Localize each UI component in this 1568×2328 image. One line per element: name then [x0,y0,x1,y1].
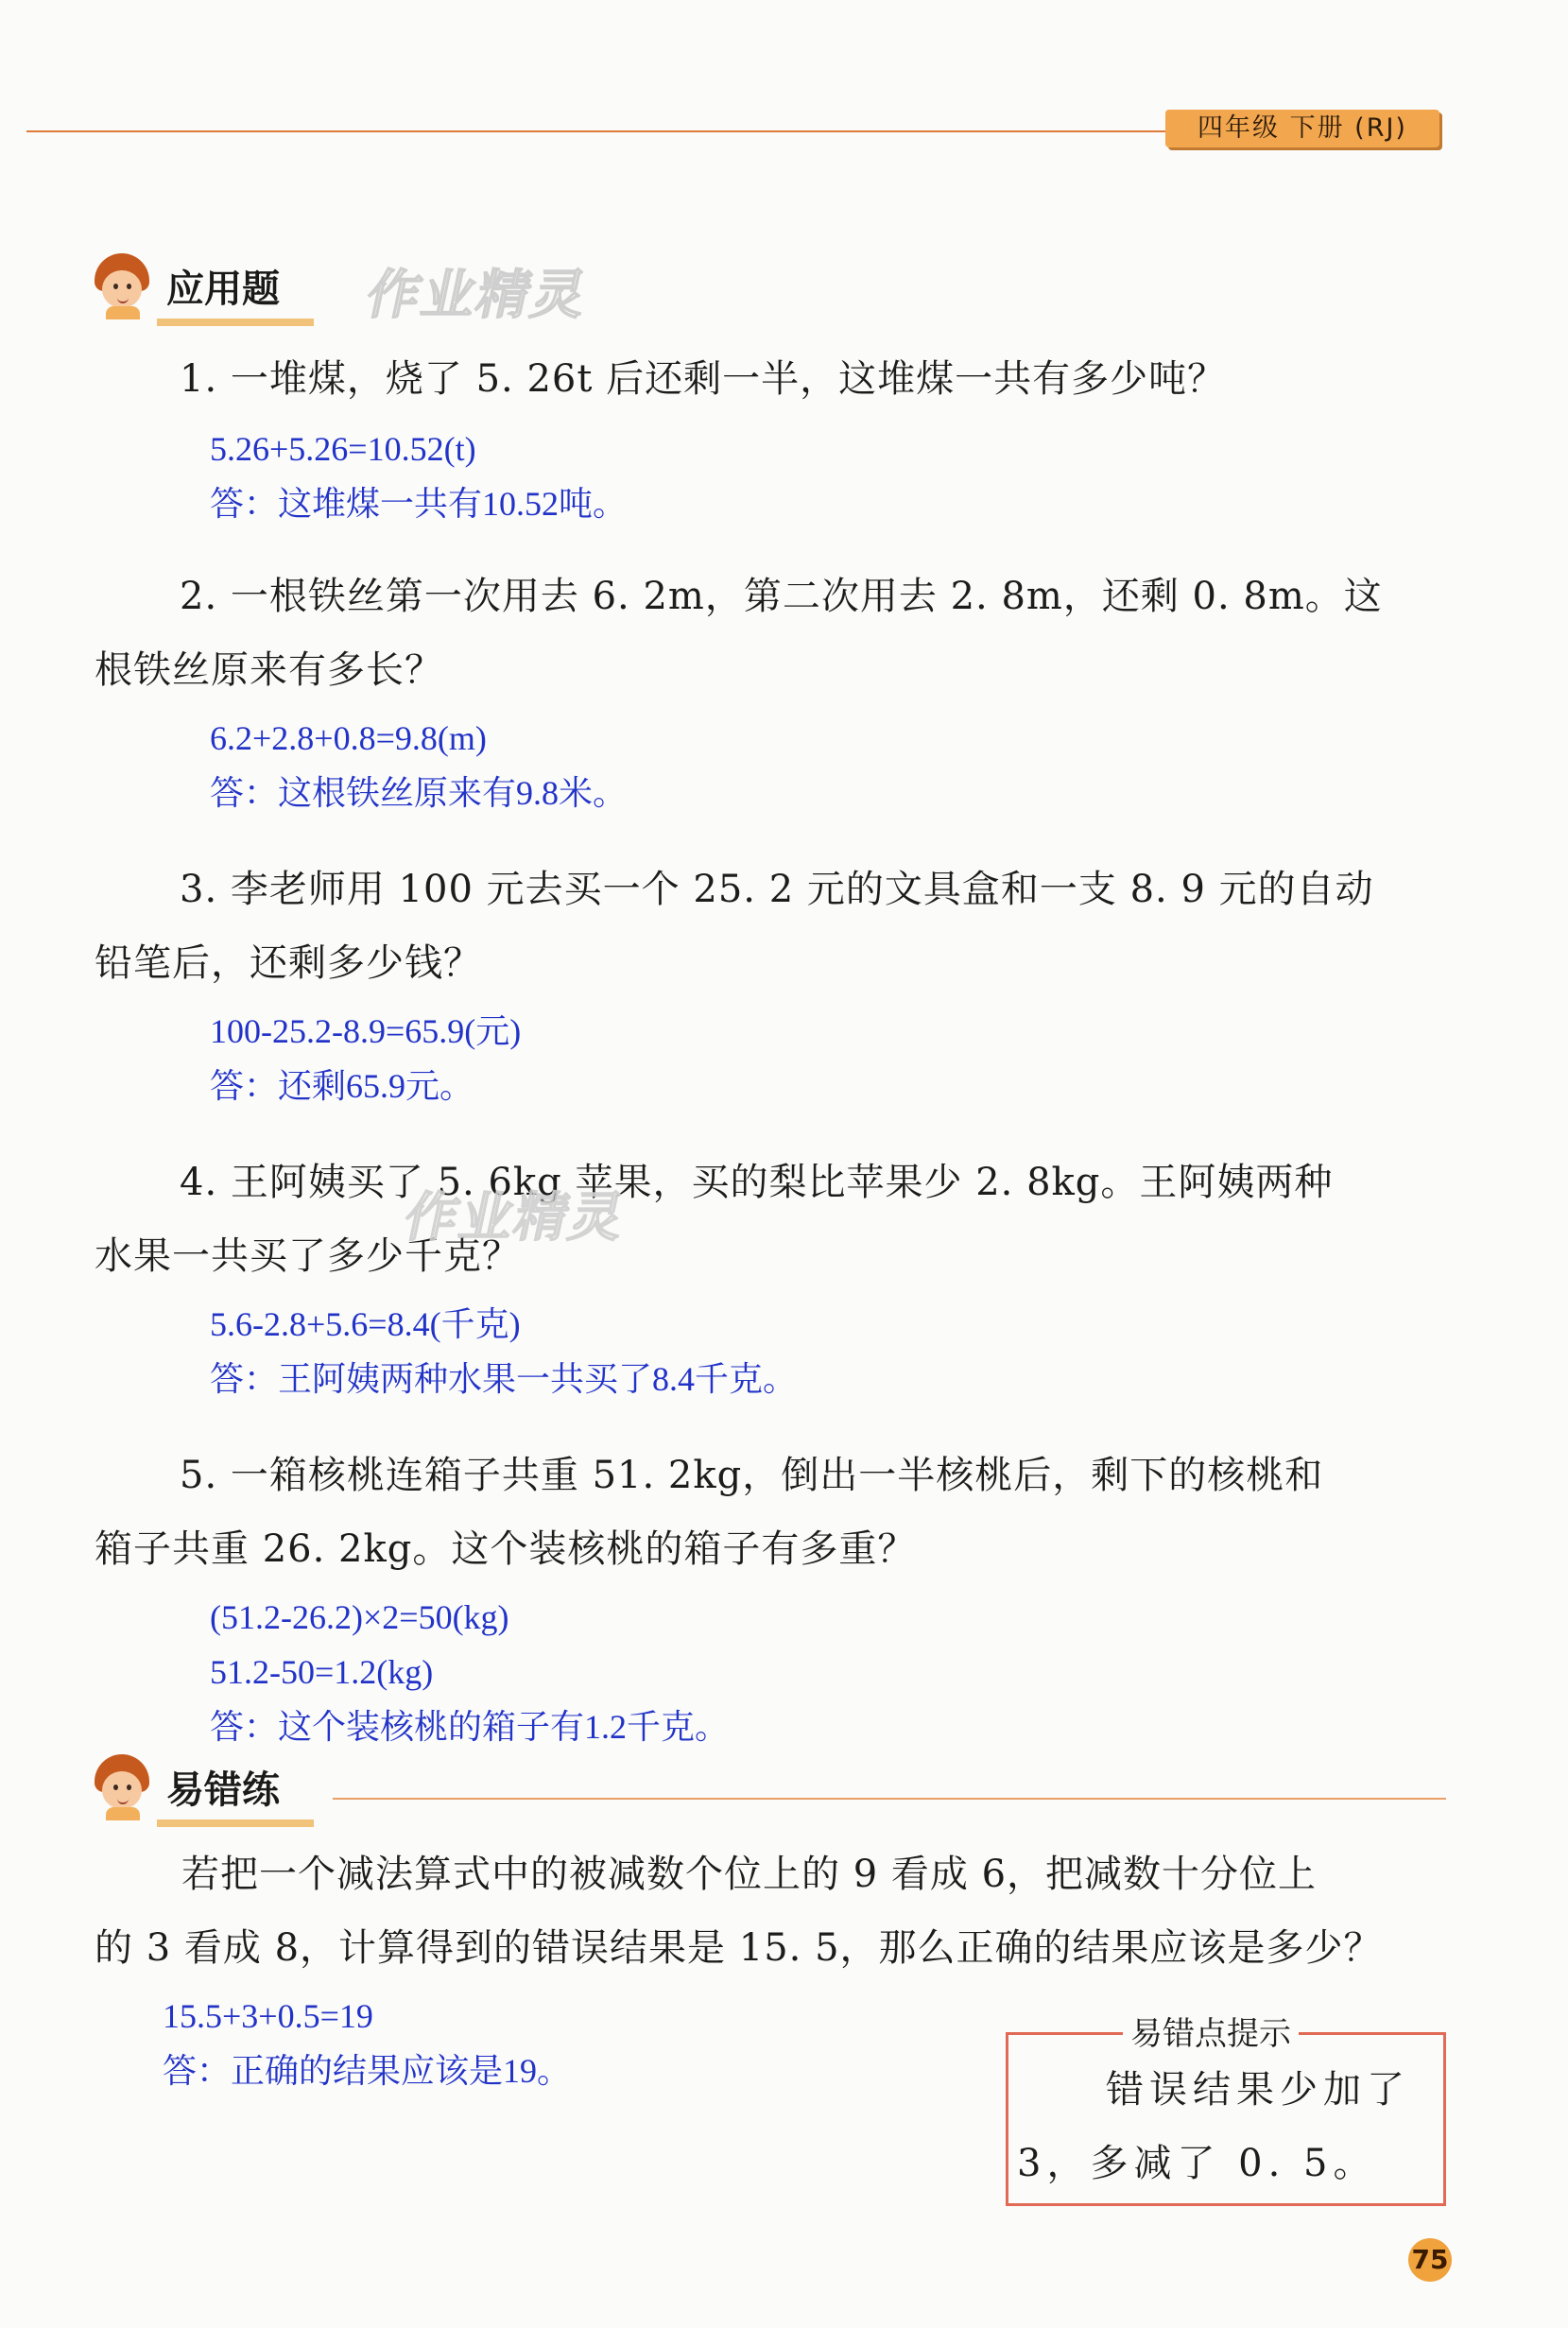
answer-line: 6.2+2.8+0.8=9.8(m) [210,719,487,757]
question-text: 一根铁丝第一次用去 6. 2m，第二次用去 2. 8m，还剩 0. 8m。这 [230,575,1383,618]
grade-tag: 四年级 下册 (RJ) [1165,110,1439,147]
answer-1 [210,422,627,531]
tip-text [1017,2053,1433,2200]
question-text: 一箱核桃连箱子共重 51. 2kg，倒出一半核桃后，剩下的核桃和 [230,1454,1324,1497]
question-text: 水果一共买了多少千克？ [95,1234,521,1278]
section-title-text: 易错练 [166,1768,280,1812]
answer-5 [210,1590,729,1754]
answer-line: (51.2-26.2)×2=50(kg) [210,1598,509,1636]
question-text: 一堆煤，烧了 5. 26t 后还剩一半，这堆煤一共有多少吨？ [230,357,1227,401]
section-header-error [93,1754,295,1820]
page-number: 75 [1408,2238,1452,2282]
section-title [157,259,295,315]
answer-line: 答：这个装核桃的箱子有1.2千克。 [210,1708,730,1746]
question-1 [95,342,1446,416]
question-text: 若把一个减法算式中的被减数个位上的 9 看成 6，把减数十分位上 [181,1853,1318,1896]
cartoon-kid-icon [93,1754,151,1820]
answer-line: 答：还剩65.9元。 [210,1067,474,1105]
watermark-logo: 作业精灵 [361,265,594,326]
answer-line: 15.5+3+0.5=19 [163,1997,373,2035]
tip-line: 3，多减了 0. 5。 [1017,2142,1377,2185]
question-text: 的 3 看成 8，计算得到的错误结果是 15. 5，那么正确的结果应该是多少？ [95,1926,1383,1970]
question-number: 2. [180,575,218,618]
question-number: 3. [180,868,218,911]
question-text: 根铁丝原来有多长？ [95,648,443,692]
watermark-logo: 作业精灵 [399,1187,631,1249]
error-answer [163,1989,571,2098]
question-text: 李老师用 100 元去买一个 25. 2 元的文具盒和一支 8. 9 元的自动 [230,868,1374,911]
section-header-applied [93,253,295,319]
answer-line: 51.2-50=1.2(kg) [210,1653,434,1691]
answer-line: 5.6-2.8+5.6=8.4(千克) [210,1305,521,1343]
answer-4 [210,1297,797,1406]
question-text: 铅笔后，还剩多少钱？ [95,941,482,985]
question-text: 王阿姨买了 5. 6kg 苹果，买的梨比苹果少 2. 8kg。王阿姨两种 [230,1161,1334,1204]
answer-line: 答：王阿姨两种水果一共买了8.4千克。 [210,1360,798,1398]
question-5 [95,1439,1446,1586]
answer-line: 答：这根铁丝原来有9.8米。 [210,774,628,812]
answer-line: 答：这堆煤一共有10.52吨。 [210,485,628,523]
cartoon-kid-icon [93,253,151,319]
section-title-text: 应用题 [166,267,280,311]
section-rule [333,1798,1446,1800]
error-question [95,1837,1446,1985]
tip-title: 易错点提示 [1123,2008,1299,2054]
tip-line: 错误结果少加了 [1106,2068,1410,2112]
question-3 [95,853,1446,1000]
header-rule [26,130,1165,132]
answer-line: 5.26+5.26=10.52(t) [210,430,476,468]
question-number: 4. [180,1161,218,1204]
question-number: 1. [180,357,218,401]
question-2 [95,560,1446,707]
answer-3 [210,1004,521,1113]
answer-line: 答：正确的结果应该是19。 [163,2052,572,2090]
question-number: 5. [180,1454,218,1497]
answer-line: 100-25.2-8.9=65.9(元) [210,1012,522,1050]
question-text: 箱子共重 26. 2kg。这个装核桃的箱子有多重？ [95,1527,917,1571]
section-title [157,1760,295,1816]
answer-2 [210,711,627,820]
question-4 [95,1146,1446,1293]
